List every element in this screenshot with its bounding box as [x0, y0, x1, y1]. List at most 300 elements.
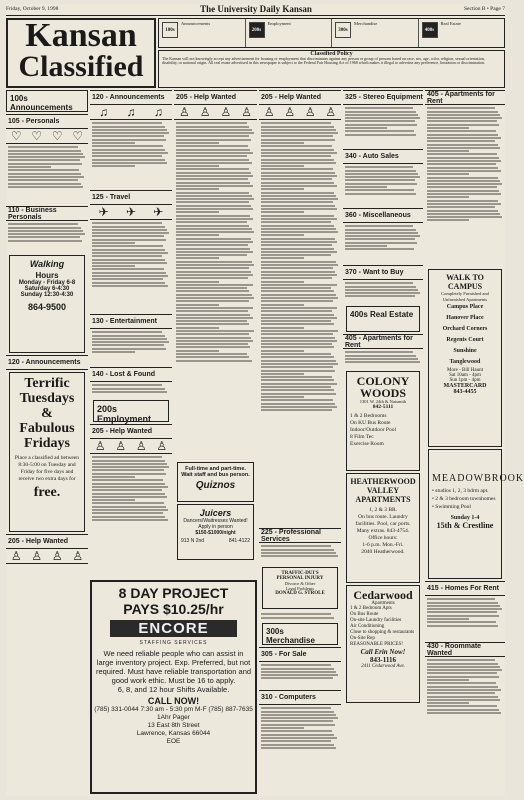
encore-pay: PAYS $10.25/hr	[123, 601, 224, 617]
trumpet-icon: ♫	[99, 105, 109, 119]
text-line	[427, 190, 499, 192]
text-line	[261, 383, 337, 385]
text-line	[261, 366, 333, 368]
text-line	[427, 193, 501, 195]
text-line	[176, 238, 251, 240]
colony-feature: Exercise Room	[350, 441, 384, 447]
text-line	[261, 168, 333, 170]
text-line	[92, 496, 167, 498]
text-line	[427, 153, 497, 155]
text-line	[261, 271, 335, 273]
text-line	[427, 659, 495, 661]
text-line	[427, 598, 495, 600]
text-line	[8, 163, 82, 165]
text-line	[92, 384, 162, 386]
person-icon: ♙	[220, 105, 232, 119]
text-line	[8, 166, 51, 168]
section-header-personals	[6, 114, 88, 129]
text-line	[427, 621, 496, 623]
column-6	[425, 90, 524, 796]
text-line	[8, 150, 81, 152]
text-line	[92, 483, 165, 485]
heart-icon: ♡	[31, 129, 43, 143]
walk-property: Sunshine	[453, 348, 477, 354]
text-line	[176, 234, 219, 236]
text-line	[176, 225, 249, 227]
text-line	[427, 663, 498, 665]
text-line	[345, 134, 416, 136]
text-line	[176, 310, 248, 312]
encore-eoe: EOE	[166, 738, 181, 745]
text-line	[427, 210, 498, 212]
heatherwood-name: HEATHERWOOD VALLEY APARTMENTS	[350, 477, 416, 504]
walking-hours-title: Hours	[35, 271, 59, 280]
text-line	[176, 195, 252, 197]
text-line	[427, 611, 497, 613]
text-line	[345, 166, 413, 168]
text-line	[427, 180, 500, 182]
meadowbrook-line: 15th & Crestline	[436, 521, 494, 530]
text-line	[261, 409, 332, 411]
planes-strip	[90, 205, 172, 220]
juicers-title: Juicers	[199, 508, 232, 518]
text-line	[8, 227, 81, 229]
text-line	[176, 218, 253, 220]
person-icon: ♙	[325, 105, 337, 119]
text-line	[427, 618, 469, 620]
text-line	[92, 145, 163, 147]
text-line	[261, 198, 338, 200]
text-line	[176, 304, 219, 306]
index-number: 300s	[335, 22, 351, 38]
cedarwood-ad	[346, 585, 420, 703]
text-line	[427, 625, 498, 627]
text-line	[92, 226, 165, 228]
text-line	[92, 229, 167, 231]
terrific-line: Tuesdays &	[19, 391, 75, 421]
heatherwood-ad	[346, 473, 420, 583]
ad-text-filler	[425, 105, 505, 267]
text-line	[427, 186, 497, 188]
walk-sub: Completely Furnished and Unfurnished Apartments	[441, 291, 489, 302]
text-line	[345, 282, 413, 284]
text-line	[261, 370, 335, 372]
text-line	[92, 149, 165, 151]
section-header-label: 130 - Entertainment	[92, 318, 157, 325]
text-line	[8, 236, 80, 238]
text-line	[176, 267, 249, 269]
text-line	[345, 245, 387, 247]
text-line	[92, 165, 135, 167]
section-header-205	[259, 90, 341, 105]
airplane-icon: ✈	[98, 205, 109, 219]
text-line	[8, 159, 80, 161]
text-line	[261, 310, 332, 312]
text-line	[8, 156, 85, 158]
text-line	[92, 388, 165, 390]
text-line	[176, 152, 253, 154]
trumpet-icon: ♫	[126, 105, 136, 119]
text-line	[427, 676, 499, 678]
text-line	[92, 155, 162, 157]
person-icon: ♙	[284, 105, 296, 119]
ad-text-filler	[259, 662, 341, 688]
text-line	[261, 727, 304, 729]
text-line	[261, 126, 334, 128]
text-line	[176, 340, 253, 342]
text-line	[261, 290, 334, 292]
index-number: 100s	[162, 22, 178, 38]
text-line	[345, 355, 416, 357]
section-header-370	[343, 265, 423, 280]
text-line	[176, 192, 249, 194]
text-line	[92, 252, 168, 254]
cedarwood-call: Call Erin Now!	[360, 648, 406, 656]
text-line	[345, 114, 418, 116]
text-line	[176, 201, 249, 203]
text-line	[345, 248, 414, 250]
text-line	[261, 254, 331, 256]
text-line	[176, 215, 250, 217]
text-line	[427, 163, 496, 165]
text-line	[261, 356, 334, 358]
text-line	[261, 671, 336, 673]
text-line	[261, 188, 304, 190]
announcements-heading: 100s Announcements	[6, 90, 88, 112]
text-line	[345, 295, 415, 297]
text-line	[8, 153, 83, 155]
text-line	[261, 287, 331, 289]
text-line	[345, 179, 415, 181]
text-line	[261, 406, 337, 408]
traffic-name: DONALD G. STROLE	[275, 591, 325, 596]
walk-card: MASTERCARD	[443, 383, 487, 389]
text-line	[427, 712, 501, 714]
text-line	[176, 261, 252, 263]
text-line	[92, 509, 168, 511]
text-line	[261, 201, 333, 203]
meadowbrook-line: • studios 1, 2, 3 bdrm apt.	[432, 488, 489, 494]
section-header-label: 405 - Apartments for Rent	[427, 90, 495, 105]
text-line	[261, 221, 331, 223]
classified-policy	[158, 50, 505, 88]
colony-phone: 842-5111	[372, 404, 394, 410]
text-line	[427, 140, 495, 142]
ad-text-filler	[259, 543, 341, 565]
text-line	[261, 677, 333, 679]
index-label: Real Estate	[440, 21, 461, 26]
text-line	[345, 127, 387, 129]
encore-title: 8 DAY PROJECT	[118, 585, 229, 601]
cedarwood-feature: On-site Laundry facilities	[350, 618, 402, 623]
meadowbrook-line: • Swimming Pool	[432, 504, 471, 510]
section-header-label: 325 - Stereo Equipment	[345, 94, 423, 101]
text-line	[261, 192, 334, 194]
people-strip	[6, 549, 88, 564]
text-line	[345, 232, 418, 234]
section-header-205	[174, 90, 257, 105]
juicers-phone: 841-4122	[228, 538, 250, 544]
walk-hours: Sat 10am - 4pm	[449, 373, 481, 378]
text-line	[427, 692, 495, 694]
heart-icon: ♡	[10, 129, 22, 143]
walking-phone: 864-9500	[27, 302, 67, 312]
terrific-free: free.	[33, 485, 61, 500]
colony-address: 1301 W. 24th & Naismith	[359, 399, 407, 404]
text-line	[176, 241, 253, 243]
hearts-strip	[6, 129, 88, 144]
text-line	[427, 167, 498, 169]
text-line	[261, 617, 334, 619]
text-line	[261, 353, 331, 355]
text-line	[261, 132, 338, 134]
text-line	[427, 699, 500, 701]
section-header-405	[425, 90, 505, 105]
walking-center-ad	[9, 255, 85, 353]
text-line	[427, 709, 499, 711]
section-header-120	[90, 90, 172, 105]
text-line	[92, 242, 135, 244]
airplane-icon: ✈	[125, 205, 137, 219]
text-line	[176, 251, 253, 253]
masthead-classified: Classified	[18, 50, 144, 83]
text-line	[176, 360, 252, 362]
text-line	[427, 682, 496, 684]
text-line	[261, 320, 331, 322]
text-line	[345, 170, 416, 172]
walking-hours-2: Saturday 6-4:30	[24, 286, 70, 292]
text-line	[427, 666, 500, 668]
text-line	[176, 211, 219, 213]
text-line	[427, 107, 495, 109]
text-line	[176, 330, 254, 332]
person-icon: ♙	[31, 549, 43, 563]
heatherwood-line: 1, 2 & 3 BR.	[368, 507, 398, 513]
traffic-line: TRAFFIC-DUI'S	[281, 571, 319, 576]
walk-property: Campus Place	[446, 304, 484, 310]
index-number: 400s	[422, 22, 438, 38]
text-line	[176, 205, 251, 207]
text-line	[261, 129, 336, 131]
text-line	[345, 183, 417, 185]
text-line	[261, 707, 331, 709]
traffic-line: Divorce & Other	[284, 581, 316, 586]
text-line	[261, 549, 334, 551]
meadowbrook-name: MEADOWBROOK	[432, 473, 524, 484]
text-line	[261, 251, 337, 253]
index-number: 200s	[249, 22, 265, 38]
cedarwood-name: Cedarwood	[353, 588, 413, 602]
person-icon: ♙	[94, 439, 106, 453]
text-line	[176, 168, 249, 170]
text-line	[92, 159, 165, 161]
encore-call: CALL NOW!	[147, 696, 200, 706]
text-line	[427, 615, 499, 617]
person-icon: ♙	[263, 105, 275, 119]
encore-city: Lawrence, Kansas 66044	[136, 730, 211, 737]
text-line	[345, 361, 420, 363]
text-line	[261, 185, 337, 187]
colony-feature: 8 Film Tec	[350, 434, 374, 440]
colony-feature: Indoor/Outdoor Pool	[350, 427, 396, 433]
encore-shifts: 6, 8, and 12 hour Shifts Available.	[117, 685, 230, 694]
ad-text-filler	[259, 705, 341, 765]
text-line	[427, 127, 469, 129]
text-line	[261, 135, 333, 137]
text-line	[427, 213, 500, 215]
cedarwood-address: 2411 Cedarwood Ave.	[361, 664, 405, 669]
section-header-label: 125 - Travel	[92, 194, 131, 201]
text-line	[8, 183, 81, 185]
text-line	[261, 300, 333, 302]
quiznos-logo: Quiznos	[195, 480, 236, 491]
heart-icon: ♡	[72, 129, 84, 143]
text-line	[92, 132, 169, 134]
text-line	[92, 348, 166, 350]
walking-title: Walking	[29, 259, 65, 269]
text-line	[92, 460, 165, 462]
text-line	[176, 271, 251, 273]
text-line	[261, 211, 304, 213]
section-header-415	[425, 581, 505, 596]
text-line	[261, 205, 335, 207]
text-line	[427, 219, 469, 221]
text-line	[427, 689, 501, 691]
section-header-305	[259, 647, 341, 662]
terrific-subtext: Place a classified ad between 8:30-5:00 on Tuesday and Friday for five days and receive two extra days for	[14, 455, 80, 482]
text-line	[261, 234, 304, 236]
airplane-icon: ✈	[153, 205, 164, 219]
walk-title: WALK TO CAMPUS	[446, 273, 484, 291]
text-line	[261, 139, 335, 141]
text-line	[427, 605, 500, 607]
section-header-430	[425, 642, 505, 657]
text-line	[261, 208, 337, 210]
text-line	[261, 330, 338, 332]
newspaper-page	[6, 4, 524, 796]
text-line	[261, 674, 338, 676]
text-line	[176, 314, 250, 316]
text-line	[427, 170, 501, 172]
text-line	[176, 126, 249, 128]
section-header-130	[90, 314, 172, 329]
text-line	[261, 720, 333, 722]
section-header-label: 405 - Apartments for Rent	[345, 334, 413, 349]
traffic-dui-ad	[262, 567, 338, 609]
text-line	[8, 230, 83, 232]
text-line	[427, 203, 501, 205]
juicers-ad	[177, 504, 254, 560]
person-icon: ♙	[135, 439, 147, 453]
text-line	[261, 555, 338, 557]
colony-feature: 1 & 2 Bedrooms	[350, 413, 387, 419]
text-line	[261, 264, 338, 266]
text-line	[176, 145, 248, 147]
text-line	[176, 172, 251, 174]
section-header-205	[90, 424, 172, 439]
heatherwood-line: Many extras. 843-4754.	[356, 528, 410, 534]
text-line	[345, 107, 413, 109]
walk-sunday: Sun 1pm - 4pm	[449, 378, 481, 383]
text-line	[261, 747, 336, 749]
ad-text-filler	[90, 382, 172, 398]
heatherwood-line: 1-6 p.m. Mon.-Fri.	[362, 542, 404, 548]
text-line	[92, 338, 167, 340]
text-line	[261, 340, 337, 342]
text-line	[92, 489, 162, 491]
people-strip	[174, 105, 257, 120]
text-line	[176, 132, 254, 134]
text-line	[176, 185, 253, 187]
text-line	[261, 396, 304, 398]
text-line	[261, 225, 334, 227]
text-line	[92, 126, 165, 128]
section-header-label: 120 - Announcements	[8, 359, 81, 366]
ad-text-filler	[343, 223, 423, 263]
cedarwood-feature: On Bus Route	[350, 612, 379, 617]
encore-phones: (785) 331-0044 7:30 am - 5:30 pm M-F (785) 887-7635 1Ahr Pager	[94, 706, 253, 721]
text-line	[92, 285, 168, 287]
cedarwood-feature: On-Site Rep	[350, 636, 375, 641]
heatherwood-line: 2040 Heatherwood.	[361, 549, 405, 555]
ad-text-filler	[90, 329, 172, 365]
section-header-325	[343, 90, 423, 105]
text-line	[176, 142, 219, 144]
text-line	[8, 176, 84, 178]
section-header-310	[259, 690, 341, 705]
text-line	[92, 331, 162, 333]
quiznos-title: Full-time and part-time. Wait staff and bus person.	[181, 466, 250, 478]
text-line	[176, 350, 219, 352]
person-icon: ♙	[241, 105, 252, 119]
text-line	[92, 506, 166, 508]
text-line	[427, 206, 495, 208]
ad-text-filler	[90, 120, 172, 188]
text-line	[92, 235, 164, 237]
terrific-line: Fridays	[24, 436, 70, 451]
column-3	[174, 90, 257, 578]
text-line	[261, 145, 332, 147]
text-line	[92, 129, 167, 131]
text-line	[176, 257, 219, 259]
employment-heading: 200s Employment	[93, 400, 169, 422]
text-line	[261, 714, 336, 716]
text-line	[427, 114, 500, 116]
text-line	[176, 178, 248, 180]
text-line	[427, 150, 469, 152]
text-line	[427, 183, 502, 185]
text-line	[176, 165, 219, 167]
text-line	[92, 456, 162, 458]
person-icon: ♙	[115, 439, 127, 453]
walk-phone: 843-4455	[453, 389, 477, 395]
text-line	[261, 267, 333, 269]
quiznos-ad	[177, 462, 254, 502]
walk-property: Orchard Corners	[442, 326, 488, 332]
text-line	[261, 238, 335, 240]
text-line	[261, 172, 335, 174]
text-line	[345, 289, 418, 291]
text-line	[427, 177, 498, 179]
index-announcements	[159, 19, 246, 47]
juicers-address: 913 N 2nd	[181, 538, 205, 544]
text-line	[261, 734, 334, 736]
column-1	[6, 90, 88, 796]
section-header-label: 205 - Help Wanted	[8, 538, 69, 545]
encore-staffing-ad	[90, 580, 257, 794]
text-line	[176, 162, 252, 164]
text-line	[176, 198, 254, 200]
